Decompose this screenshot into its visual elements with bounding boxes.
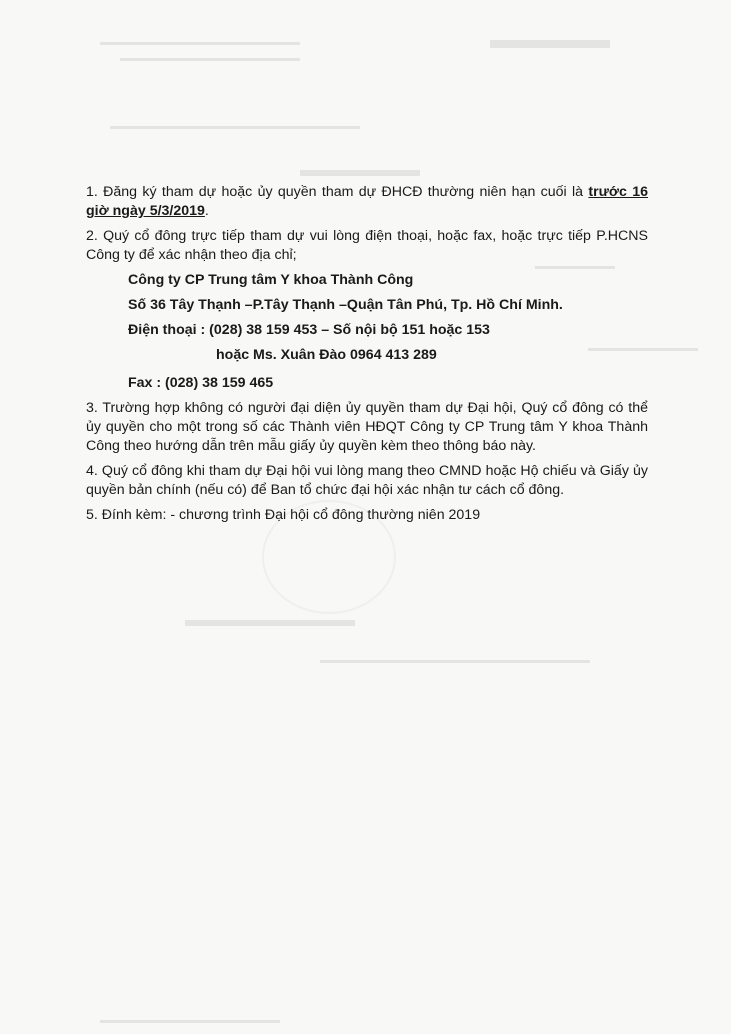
company-phone: Điện thoại : (028) 38 159 453 – Số nội bộ 151 hoặc 153 — [128, 322, 490, 338]
item-4: 4. Quý cổ đông khi tham dự Đại hội vui lòng mang theo CMND hoặc Hộ chiếu và Giấy ủy quyền bản chính (nếu có) để Ban tổ chức đại hội xác nhận tư cách cổ đông. — [86, 463, 648, 498]
item-3: 3. Trường hợp không có người đại diện ủy quyền tham dự Đại hội, Quý cổ đông có thể ủy quyền cho một trong số các Thành viên HĐQT Công ty CP Trung tâm Y khoa Thành Công theo hướng dẫn trên mẫu giấy ủy quyền kèm theo thông báo này. — [86, 400, 648, 454]
bleed-through-line — [120, 58, 300, 61]
item-1-text: 1. Đăng ký tham dự hoặc ủy quyền tham dự ĐHCĐ thường niên hạn cuối là — [86, 184, 589, 200]
document-body — [86, 183, 648, 531]
item-1 — [86, 183, 648, 221]
bleed-through-line — [490, 40, 610, 48]
bleed-through-line — [100, 42, 300, 45]
bleed-through-line — [100, 1020, 280, 1023]
company-name: Công ty CP Trung tâm Y khoa Thành Công — [128, 272, 414, 288]
bleed-through-line — [185, 620, 355, 626]
item-2: 2. Quý cổ đông trực tiếp tham dự vui lòng điện thoại, hoặc fax, hoặc trực tiếp P.HCNS Công ty để xác nhận theo địa chỉ; — [86, 228, 648, 263]
company-fax: Fax : (028) 38 159 465 — [128, 375, 274, 391]
item-1-deadline: trước 16 giờ ngày 5/3/2019 — [86, 184, 648, 219]
company-address: Số 36 Tây Thạnh –P.Tây Thạnh –Quận Tân Phú, Tp. Hồ Chí Minh. — [128, 297, 563, 313]
company-phone-alt: hoặc Ms. Xuân Đào 0964 413 289 — [216, 347, 437, 363]
item-5: 5. Đính kèm: - chương trình Đại hội cổ đông thường niên 2019 — [86, 507, 481, 523]
item-1-end: . — [204, 203, 209, 219]
bleed-through-line — [110, 126, 360, 129]
bleed-through-line — [300, 170, 420, 176]
contact-block — [128, 271, 648, 393]
bleed-through-line — [320, 660, 590, 663]
